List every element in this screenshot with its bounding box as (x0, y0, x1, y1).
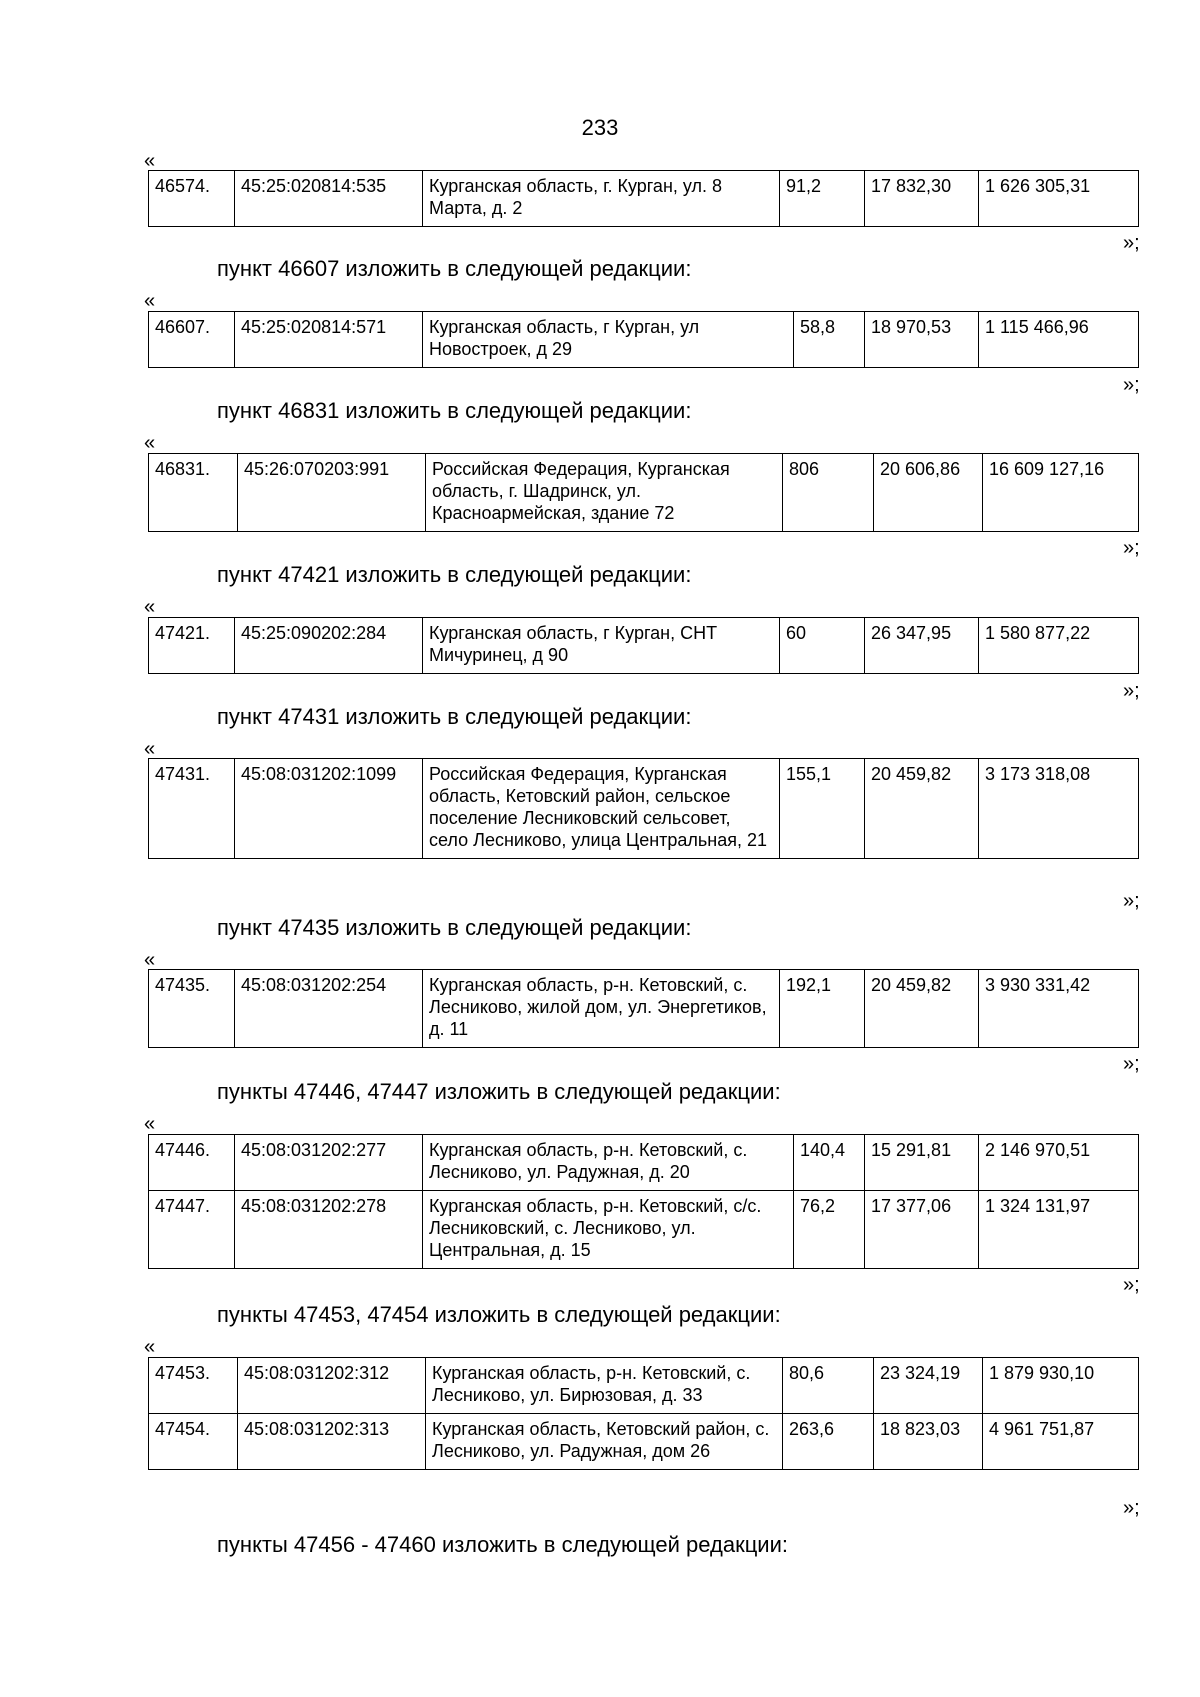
area-cell: 76,2 (794, 1191, 865, 1269)
open-quote-mark: « (144, 150, 156, 172)
item-number-cell: 46607. (149, 312, 235, 368)
area-cell: 60 (780, 618, 865, 674)
cadastral-number-cell: 45:08:031202:254 (235, 970, 423, 1048)
table-row (149, 312, 1139, 368)
section-intro-text: пункт 46831 изложить в следующей редакции: (217, 398, 692, 423)
area-cell: 58,8 (794, 312, 865, 368)
cadastral-value-cell: 1 580 877,22 (979, 618, 1139, 674)
cadastral-number-cell: 45:25:090202:284 (235, 618, 423, 674)
cadastral-value-cell: 3 173 318,08 (979, 759, 1139, 859)
item-number-cell: 47435. (149, 970, 235, 1048)
table-row (149, 171, 1139, 227)
item-number-cell: 47453. (149, 1358, 238, 1414)
cadastral-number-cell: 45:08:031202:278 (235, 1191, 423, 1269)
final-intro-text: пункты 47456 - 47460 изложить в следующей редакции: (217, 1532, 789, 1557)
section-intro-text: пункт 47421 изложить в следующей редакции: (217, 562, 692, 587)
open-quote-mark: « (144, 1336, 156, 1358)
address-cell: Курганская область, р-н. Кетовский, с/с. Лесниковский, с. Лесниково, ул. Центральная, д. 15 (423, 1191, 794, 1269)
address-cell: Курганская область, г. Курган, ул. 8 Марта, д. 2 (423, 171, 780, 227)
item-number-cell: 47421. (149, 618, 235, 674)
open-quote-mark: « (144, 290, 156, 312)
open-quote-mark: « (144, 949, 156, 971)
area-cell: 91,2 (780, 171, 865, 227)
cadastral-value-cell: 1 324 131,97 (979, 1191, 1139, 1269)
unit-cost-cell: 18 970,53 (865, 312, 979, 368)
cadastral-number-cell: 45:08:031202:277 (235, 1135, 423, 1191)
cadastral-number-cell: 45:08:031202:1099 (235, 759, 423, 859)
cadastral-number-cell: 45:08:031202:313 (238, 1414, 426, 1470)
close-quote-mark: »; (1123, 232, 1140, 254)
table-row (149, 1358, 1139, 1414)
table-row (149, 1414, 1139, 1470)
cadastral-value-cell: 1 626 305,31 (979, 171, 1139, 227)
property-table (148, 1134, 1139, 1269)
area-cell: 263,6 (783, 1414, 874, 1470)
table-row (149, 454, 1139, 532)
unit-cost-cell: 18 823,03 (874, 1414, 983, 1470)
cadastral-value-cell: 4 961 751,87 (983, 1414, 1139, 1470)
cadastral-value-cell: 1 879 930,10 (983, 1358, 1139, 1414)
cadastral-value-cell: 16 609 127,16 (983, 454, 1139, 532)
item-number-cell: 46574. (149, 171, 235, 227)
close-quote-mark: »; (1123, 374, 1140, 396)
item-number-cell: 46831. (149, 454, 238, 532)
item-number-cell: 47447. (149, 1191, 235, 1269)
area-cell: 806 (783, 454, 874, 532)
property-table (148, 758, 1139, 859)
unit-cost-cell: 23 324,19 (874, 1358, 983, 1414)
open-quote-mark: « (144, 432, 156, 454)
open-quote-mark: « (144, 1113, 156, 1135)
item-number-cell: 47446. (149, 1135, 235, 1191)
address-cell: Курганская область, р-н. Кетовский, с. Лесниково, жилой дом, ул. Энергетиков, д. 11 (423, 970, 780, 1048)
address-cell: Курганская область, р-н. Кетовский, с. Лесниково, ул. Радужная, д. 20 (423, 1135, 794, 1191)
cadastral-number-cell: 45:25:020814:535 (235, 171, 423, 227)
close-quote-mark: »; (1123, 680, 1140, 702)
address-cell: Курганская область, Кетовский район, с. Лесниково, ул. Радужная, дом 26 (426, 1414, 783, 1470)
section-intro-text: пункты 47446, 47447 изложить в следующей редакции: (217, 1079, 781, 1104)
address-cell: Курганская область, г Курган, СНТ Мичуринец, д 90 (423, 618, 780, 674)
section-intro-text: пункт 46607 изложить в следующей редакции: (217, 256, 692, 281)
cadastral-number-cell: 45:08:031202:312 (238, 1358, 426, 1414)
property-table (148, 311, 1139, 368)
address-cell: Российская Федерация, Курганская область, Кетовский район, сельское поселение Лесниковский сельсовет, село Лесниково, улица Центральная, 21 (423, 759, 780, 859)
unit-cost-cell: 17 377,06 (865, 1191, 979, 1269)
area-cell: 155,1 (780, 759, 865, 859)
cadastral-number-cell: 45:25:020814:571 (235, 312, 423, 368)
area-cell: 140,4 (794, 1135, 865, 1191)
table-row (149, 1191, 1139, 1269)
property-table (148, 453, 1139, 532)
cadastral-value-cell: 1 115 466,96 (979, 312, 1139, 368)
item-number-cell: 47431. (149, 759, 235, 859)
close-quote-mark: »; (1123, 1497, 1140, 1519)
close-quote-mark: »; (1123, 1274, 1140, 1296)
property-table (148, 1357, 1139, 1470)
item-number-cell: 47454. (149, 1414, 238, 1470)
property-table (148, 969, 1139, 1048)
section-intro-text: пункты 47453, 47454 изложить в следующей редакции: (217, 1302, 781, 1327)
unit-cost-cell: 20 606,86 (874, 454, 983, 532)
unit-cost-cell: 17 832,30 (865, 171, 979, 227)
table-row (149, 618, 1139, 674)
address-cell: Российская Федерация, Курганская область, г. Шадринск, ул. Красноармейская, здание 72 (426, 454, 783, 532)
cadastral-value-cell: 2 146 970,51 (979, 1135, 1139, 1191)
cadastral-number-cell: 45:26:070203:991 (238, 454, 426, 532)
unit-cost-cell: 20 459,82 (865, 970, 979, 1048)
section-intro-text: пункт 47435 изложить в следующей редакции: (217, 915, 692, 940)
close-quote-mark: »; (1123, 537, 1140, 559)
table-row (149, 759, 1139, 859)
close-quote-mark: »; (1123, 1053, 1140, 1075)
table-row (149, 1135, 1139, 1191)
property-table (148, 617, 1139, 674)
unit-cost-cell: 20 459,82 (865, 759, 979, 859)
cadastral-value-cell: 3 930 331,42 (979, 970, 1139, 1048)
unit-cost-cell: 26 347,95 (865, 618, 979, 674)
area-cell: 80,6 (783, 1358, 874, 1414)
close-quote-mark: »; (1123, 890, 1140, 912)
open-quote-mark: « (144, 596, 156, 618)
area-cell: 192,1 (780, 970, 865, 1048)
section-intro-text: пункт 47431 изложить в следующей редакции: (217, 704, 692, 729)
unit-cost-cell: 15 291,81 (865, 1135, 979, 1191)
open-quote-mark: « (144, 738, 156, 760)
table-row (149, 970, 1139, 1048)
address-cell: Курганская область, р-н. Кетовский, с. Лесниково, ул. Бирюзовая, д. 33 (426, 1358, 783, 1414)
page-number: 233 (581, 115, 619, 140)
address-cell: Курганская область, г Курган, ул Новостроек, д 29 (423, 312, 794, 368)
property-table (148, 170, 1139, 227)
